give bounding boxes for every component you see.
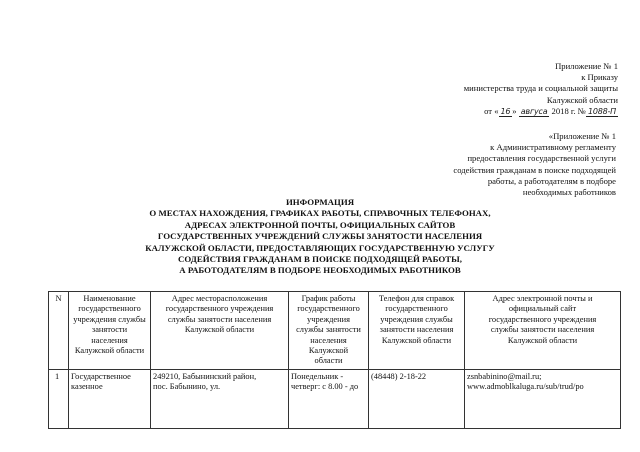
title-line: СОДЕЙСТВИЯ ГРАЖДАНАМ В ПОИСКЕ ПОДХОДЯЩЕЙ РАБОТЫ,: [178, 254, 462, 265]
header-text-line: N: [55, 294, 62, 303]
regulation-line: содействия гражданам в поиске подходящей: [453, 164, 616, 175]
header-address: [151, 292, 289, 370]
appendix-1-line: Калужской области: [546, 94, 618, 105]
phone: [369, 369, 465, 428]
header-text-line: службы занятости населения: [167, 314, 272, 324]
document-title: [110, 197, 530, 277]
date-prefix: от «: [484, 105, 499, 116]
header-text-line: государственного: [385, 304, 448, 314]
header-text-line: учреждения службы: [380, 314, 453, 324]
header-text-line: службы занятости населения: [490, 325, 595, 335]
year-text: 2018 г. №: [551, 105, 586, 116]
cell-text-line: казенное: [71, 382, 103, 392]
header-text-line: Наименование: [83, 294, 136, 303]
table-header-row: [49, 292, 621, 370]
cell-text-line: Понедельник -: [291, 371, 344, 381]
title-line: А РАБОТОДАТЕЛЯМ В ПОДБОРЕ НЕОБХОДИМЫХ РАБОТНИКОВ: [179, 265, 461, 276]
appendix-regulation-block: [453, 131, 616, 198]
header-text-line: Калужской области: [184, 325, 255, 335]
regulation-line: необходимых работников: [522, 187, 616, 198]
header-number: [49, 292, 69, 370]
cell-text-line: (48448) 2-18-22: [371, 371, 427, 381]
title-line: О МЕСТАХ НАХОЖДЕНИЯ, ГРАФИКАХ РАБОТЫ, СПРАВОЧНЫХ ТЕЛЕФОНАХ,: [149, 208, 491, 219]
header-text-line: Адрес электронной почты и: [492, 294, 593, 303]
handwritten-number: 1088-П: [587, 106, 616, 116]
header-text-line: занятости населения: [379, 325, 454, 335]
regulation-line: предоставления государственной услуги: [467, 153, 616, 164]
header-text-line: официальный сайт: [508, 304, 577, 314]
handwritten-day: 16: [500, 106, 511, 116]
header-email-site: [465, 292, 621, 370]
address: [151, 369, 289, 428]
header-text-line: государственного: [297, 304, 360, 314]
handwritten-month: авгуса: [520, 106, 548, 116]
header-text-line: учреждения: [307, 314, 350, 324]
cell-text-line: Государственное: [71, 371, 131, 381]
cell-text-line: www.admoblkaluga.ru/sub/trud/po: [467, 382, 584, 392]
header-text-line: области: [314, 356, 343, 366]
header-text-line: населения: [310, 335, 347, 345]
row-number: [49, 369, 69, 428]
email-site: [465, 369, 621, 428]
header-text-line: населения: [91, 335, 128, 345]
header-text-line: государственного учреждения: [165, 304, 274, 314]
regulation-line: «Приложение № 1: [548, 131, 616, 141]
cell-text-line: zsnbabinino@mail.ru;: [467, 371, 542, 381]
schedule: [289, 369, 369, 428]
header-schedule: [289, 292, 369, 370]
date-mid: »: [512, 105, 517, 116]
header-text-line: Калужской области: [507, 335, 578, 345]
regulation-line: работы, а работодателям в подборе: [487, 175, 616, 186]
header-text-line: службы занятости: [296, 325, 361, 335]
header-text-line: Калужской области: [74, 346, 145, 356]
title-line: ИНФОРМАЦИЯ: [285, 197, 355, 207]
title-line: КАЛУЖСКОЙ ОБЛАСТИ, ПРЕДОСТАВЛЯЮЩИХ ГОСУДАРСТВЕННУЮ УСЛУГУ: [145, 242, 495, 253]
header-text-line: государственного: [78, 304, 141, 314]
table-row: [49, 369, 621, 428]
employment-centers-table: [48, 291, 621, 429]
cell-text-line: пос. Бабынино, ул.: [153, 382, 221, 392]
appendix-1-line: Приложение № 1: [555, 61, 618, 71]
header-text-line: Телефон для справок: [378, 294, 455, 303]
header-text-line: График работы: [301, 294, 356, 303]
appendix-1-block: [464, 61, 618, 117]
header-text-line: государственного учреждения: [488, 314, 597, 324]
title-line: АДРЕСАХ ЭЛЕКТРОННОЙ ПОЧТЫ, ОФИЦИАЛЬНЫХ САЙТОВ: [184, 219, 456, 230]
order-date-line: [464, 106, 618, 117]
regulation-line: к Административному регламенту: [490, 142, 616, 153]
cell-text-line: четверг: с 8.00 - до: [291, 382, 359, 392]
header-text-line: Калужской области: [381, 335, 452, 345]
institution-name: [69, 369, 151, 428]
header-phone: [369, 292, 465, 370]
header-text-line: Калужской: [308, 346, 349, 356]
header-text-line: занятости: [91, 325, 128, 335]
appendix-1-line: к Приказу: [581, 72, 618, 83]
header-text-line: Адрес месторасположения: [171, 294, 268, 303]
cell-text-line: 1: [55, 371, 60, 381]
header-text-line: учреждения службы: [73, 314, 146, 324]
title-line: ГОСУДАРСТВЕННЫХ УЧРЕЖДЕНИЙ СЛУЖБЫ ЗАНЯТОСТИ НАСЕЛЕНИЯ: [157, 231, 483, 242]
header-institution-name: [69, 292, 151, 370]
appendix-1-line: министерства труда и социальной защиты: [463, 83, 618, 94]
cell-text-line: 249210, Бабынинский район,: [153, 371, 257, 381]
